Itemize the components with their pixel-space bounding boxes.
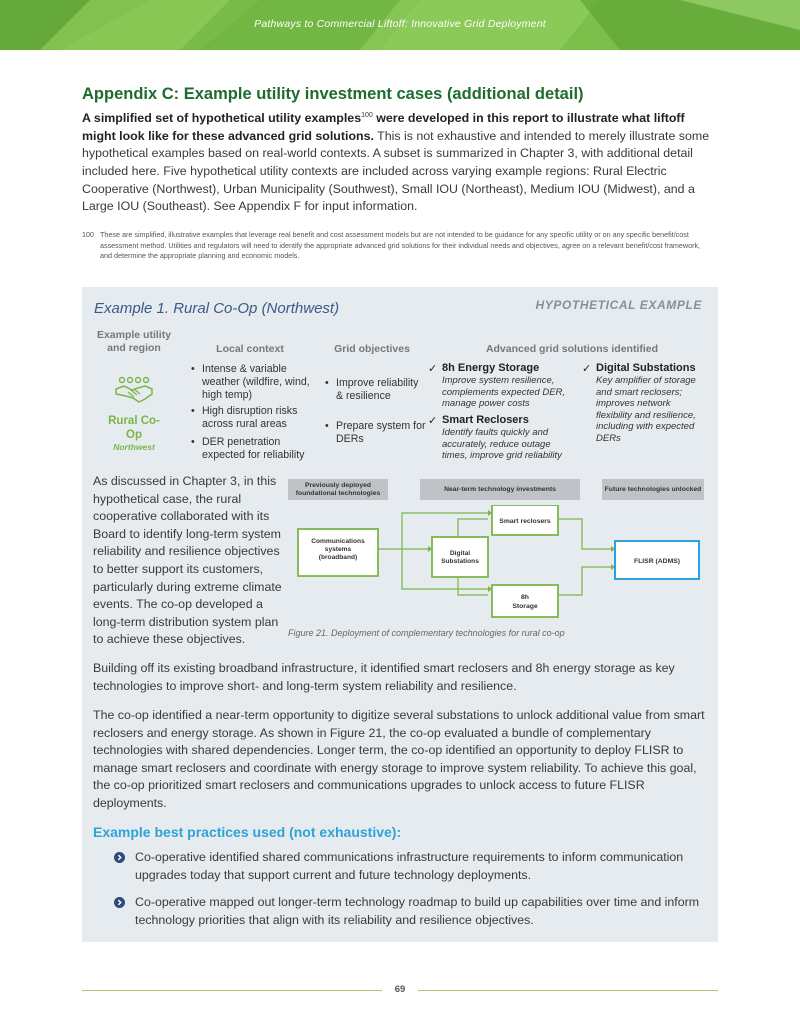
utility-region: Northwest [113,442,155,452]
best-practice-item [114,849,725,884]
intro-rest: This is not exhaustive and intended to merely illustrate some hypothetical examples based on real-world contexts. A subset is summarized in Chapter 3, with additional detail included here. Five hypothetical utility contexts are included across varying example regions: Rural Electric Cooperative (Northwest), Urban Municipality (Southwest), Small IOU (Northeast), Medium IOU (Midwest), and a Large IOU (Southeast). See Appendix F for input information. [82,128,710,214]
col-head-context: Local context [216,343,284,355]
diagram-head-future: Future technologies unlocked [602,479,704,500]
figure-caption: Figure 21. Deployment of complementary technologies for rural co-op [288,628,565,638]
node-storage-box [492,585,558,617]
diagram-head-foundational: Previously deployed foundational technologies [288,479,388,500]
footer-rule-right [418,990,718,991]
node-communications-label-2: systems [324,546,352,553]
col-head-solutions: Advanced grid solutions identified [485,343,659,355]
checkmark-icon: ✓ [428,415,438,427]
body-paragraph-1: As discussed in Chapter 3, in this hypothetical case, the rural cooperative collaborated with its Board to identify long-term system reliability and resilience objectives to better support its customers, particularly during extreme climate events. The co-op developed a long-term distribution system plan to achieve these objectives. [93,474,282,647]
solution-title: Digital Substations [596,362,696,374]
footnote-ref[interactable]: 100 [361,112,373,119]
node-digital-label-1: Digital [449,550,471,557]
header-banner [0,0,800,50]
intro-paragraph [82,107,712,216]
body-paragraph-2: The co-op identified a near-term opportunity to digitize several substations to unlock additional value from smart reclosers and energy storage. As shown in Figure 21, the co-op evaluated a bundle of complementary technologies with shared dependencies. Longer term, the co-op identified an opportunity to deploy FLISR to manage smart reclosers and coordinate with energy storage to improve system reliability. To achieve this goal, the co-op prioritized smart reclosers and communications upgrades to unlock access to future FLISR deployments. [93,708,705,810]
col-head-objectives: Grid objectives [334,343,410,355]
node-digital-box [432,537,488,577]
chevron-circle-icon [114,852,125,863]
solution-desc: Improve system resilience, complements expected DER, manage power costs [442,375,566,409]
context-item: • DER penetration expected for reliability [190,436,322,462]
best-practice-text: Co-operative identified shared communications infrastructure requirements to inform communication upgrades today that support current and future technology deployments. [135,850,684,882]
solution-desc: Key amplifier of storage and smart reclosers; improves network flexibility and resilience, including with expected DERs [596,375,696,444]
technology-diagram [282,505,702,625]
solution-title: Smart Reclosers [442,414,529,426]
appendix-title: Appendix C: Example utility investment cases (additional detail) [82,85,584,103]
node-communications-label-1: Communications [311,538,365,545]
objective-item: • Prepare system for DERs [324,420,428,446]
body-paragraph-1-cont: Building off its existing broadband infrastructure, it identified smart reclosers and 8h energy storage as key technologies to improve short- and long-term system reliability and resilience. [93,661,675,693]
footnote [82,230,712,262]
hypothetical-tag: HYPOTHETICAL EXAMPLE [535,298,702,312]
checkmark-icon: ✓ [582,363,592,375]
banner-title: Pathways to Commercial Liftoff: Innovative Grid Deployment [254,18,546,30]
node-flisr-label: FLISR (ADMS) [633,558,681,565]
context-item: • Intense & variable weather (wildfire, wind, high temp) [190,363,322,402]
node-communications-label-3: (broadband) [318,554,358,561]
best-practices-title: Example best practices used (not exhaustive): [93,824,402,840]
node-storage-label-1: 8h [521,594,529,601]
footnote-number: 100 [82,230,94,239]
intro-bold-1: A simplified set of hypothetical utility examples [82,111,362,126]
intro-bold-2: were developed in this report to illustrate what liftoff might look like for these advanced grid solutions. [82,111,685,143]
context-item: • High disruption risks across rural areas [190,405,322,431]
objective-item: • Improve reliability & resilience [324,377,428,403]
diagram-head-near-term: Near-term technology investments [420,479,580,500]
example-title: Example 1. Rural Co-Op (Northwest) [94,300,340,317]
page-number: 69 [394,984,406,995]
node-storage-label-2: Storage [512,603,538,610]
node-reclosers-label: Smart reclosers [499,518,551,525]
footnote-text: These are simplified, illustrative examples that leverage real benefit and cost assessment models but are not intended to be guidance for any specific utility or on any specific benefit/cost assessment method. Utilities and regulators will need to identify the appropriate advanced grid solutions for their individual needs and objectives, agree on a relevant benefit/cost framework, and determine the appropriate planning and economic models. [100,230,701,261]
solution-desc: Identify faults quickly and accurately, reduce outage times, improve grid reliability [442,427,562,461]
handshake-icon [114,375,154,405]
col-head-utility: Example utility and region [96,329,172,354]
utility-name: Rural Co-Op [108,415,160,441]
chevron-circle-icon [114,897,125,908]
best-practice-text: Co-operative mapped out longer-term technology roadmap to build up capabilities over time and inform technology priorities that align with its reliability and resilience objectives. [135,895,700,927]
example-panel [82,287,718,942]
node-digital-label-2: Substations [441,558,479,565]
footer-rule-left [82,990,382,991]
solution-title: 8h Energy Storage [442,362,540,374]
checkmark-icon: ✓ [428,363,438,375]
best-practice-item [114,894,725,929]
